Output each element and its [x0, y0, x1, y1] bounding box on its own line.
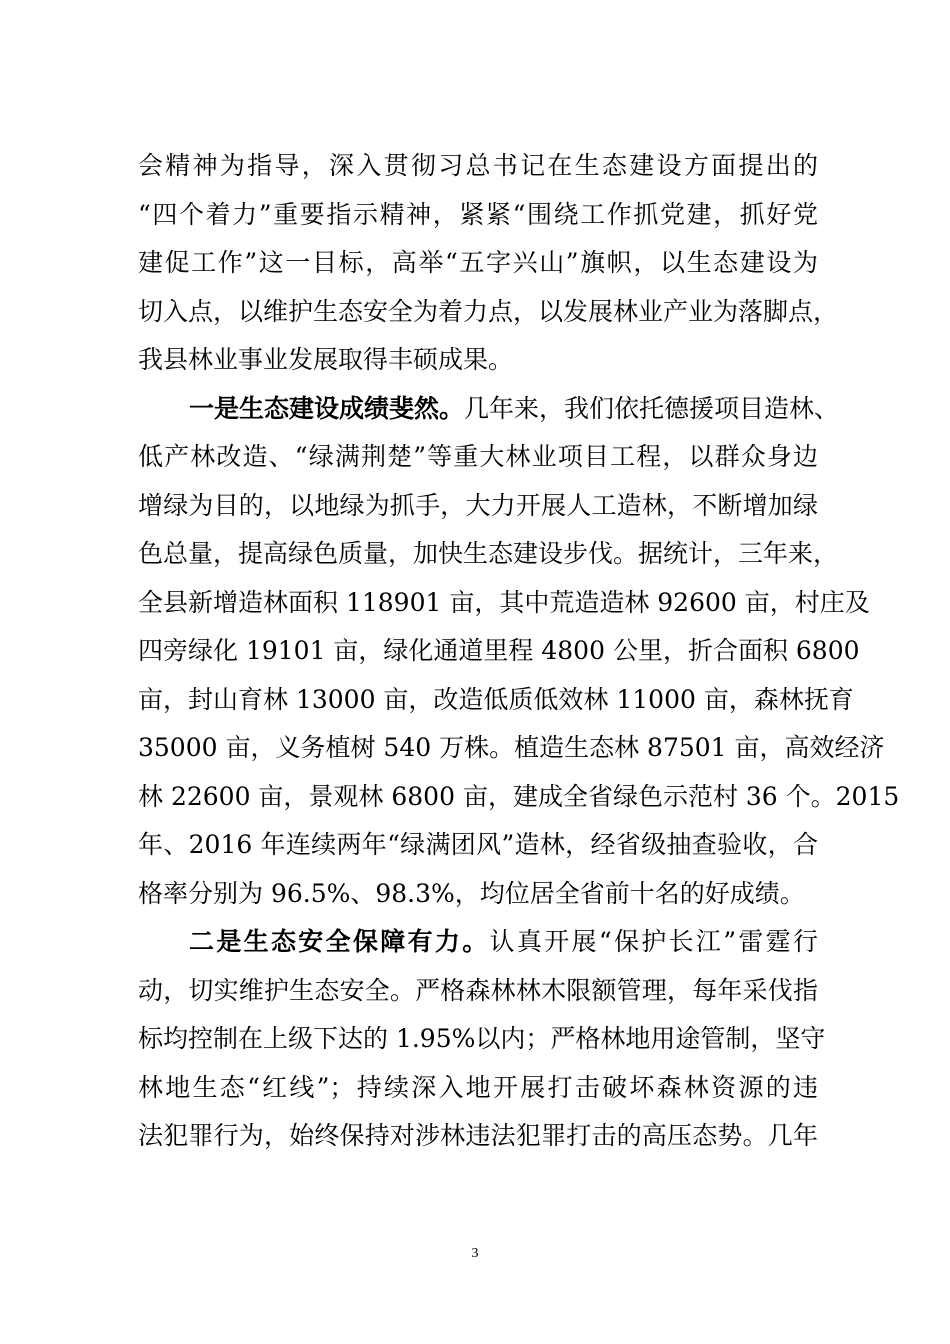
- text-run: 几年来，我们依托德援项目造林、: [464, 393, 840, 423]
- section-heading-ecological-construction: 一是生态建设成绩斐然。: [189, 393, 465, 423]
- paragraph-intro: [138, 142, 839, 385]
- text-line: “四个着力”重要指示精神，紧紧“围绕工作抓党建，抓好党: [138, 199, 818, 229]
- text-line: 我县林业事业发展取得丰硕成果。: [138, 345, 514, 374]
- text-line: 格率分别为 96.5%、98.3%，均位居全省前十名的好成绩。: [138, 878, 805, 908]
- text-line: 四旁绿化 19101 亩，绿化通道里程 4800 公里，折合面积 6800: [138, 636, 860, 665]
- text-line: 年、2016 年连续两年“绿满团风”造林，经省级抽查验收，合: [138, 830, 818, 859]
- paragraph-ecological-security: [138, 918, 826, 1161]
- text-line: 亩，封山育林 13000 亩，改造低质低效林 11000 亩，森林抚育: [138, 684, 854, 714]
- text-line: 会精神为指导，深入贯彻习总书记在生态建设方面提出的: [138, 151, 818, 180]
- text-line: 法犯罪行为，始终保持对涉林违法犯罪打击的高压态势。几年: [138, 1121, 818, 1150]
- paragraph-ecological-construction: [138, 385, 900, 919]
- text-run: 认真开展“保护长江”雷霆行: [489, 927, 818, 956]
- text-line: 色总量，提高绿色质量，加快生态建设步伐。据统计，三年来，: [138, 539, 839, 568]
- text-line: 35000 亩，义务植树 540 万株。植造生态林 87501 亩，高效经济: [138, 733, 885, 762]
- text-line: 低产林改造、“绿满荆楚”等重大林业项目工程，以群众身边: [138, 442, 818, 471]
- page-number: 3: [471, 1246, 479, 1261]
- text-line: 林地生态“红线”；持续深入地开展打击破坏森林资源的违: [138, 1072, 818, 1102]
- text-line: 全县新增造林面积 118901 亩，其中荒造造林 92600 亩，村庄及: [138, 587, 870, 617]
- text-line: 切入点，以维护生态安全为着力点，以发展林业产业为落脚点，: [138, 296, 839, 326]
- section-heading-ecological-security: 二是生态安全保障有力。: [189, 927, 490, 956]
- body-text: [138, 142, 900, 1161]
- text-line: 建促工作”这一目标，高举“五字兴山”旗帜，以生态建设为: [138, 248, 818, 277]
- text-line-first: [138, 385, 840, 434]
- text-line-first: [138, 918, 818, 967]
- text-line: 动，切实维护生态安全。严格森林林木限额管理，每年采伐指: [138, 975, 818, 1005]
- text-line: 标均控制在上级下达的 1.95%以内；严格林地用途管制，坚守: [138, 1024, 826, 1053]
- text-line: 增绿为目的，以地绿为抓手，大力开展人工造林，不断增加绿: [138, 490, 818, 520]
- text-line: 林 22600 亩，景观林 6800 亩，建成全省绿色示范村 36 个。2015: [138, 781, 900, 811]
